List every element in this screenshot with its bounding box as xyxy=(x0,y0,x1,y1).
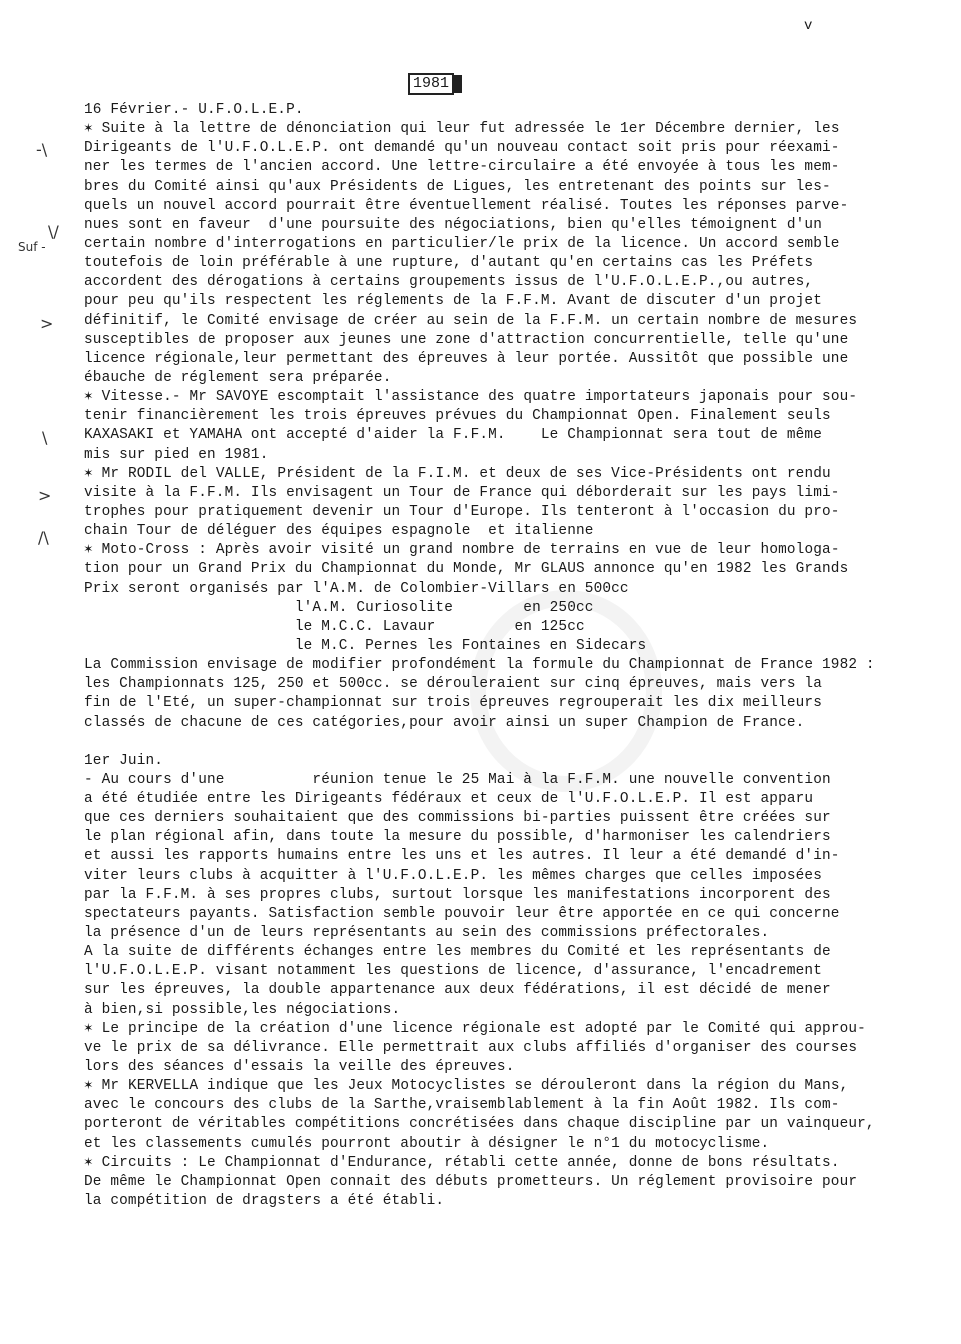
text-line: a été étudiée entre les Dirigeants fédéraux et ceux de l'U.F.O.L.E.P. Il est apparu xyxy=(84,791,814,808)
text-line: le plan régional afin, dans toute la mesure du possible, d'harmoniser les calendriers xyxy=(84,829,831,846)
text-line: ner les termes de l'ancien accord. Une lettre-circulaire a été envoyée à tous les mem- xyxy=(84,159,840,176)
text-line: ✶ Mr RODIL del VALLE, Président de la F.I.M. et deux de ses Vice-Présidents ont rendu xyxy=(84,465,831,482)
text-line: licence régionale,leur permettant des épreuves à leur portée. Aussitôt que possible une xyxy=(84,350,849,367)
text-line: nues sont en faveur d'une poursuite des négociations, bien qu'elles témoignent d'un xyxy=(84,216,823,233)
page-corner-mark: v xyxy=(804,18,813,34)
text-line: 16 Février.- U.F.O.L.E.P. xyxy=(84,102,304,118)
text-line: ✶ Vitesse.- Mr SAVOYE escomptait l'assistance des quatre importateurs japonais pour sou- xyxy=(84,389,858,406)
text-line: Dirigeants de l'U.F.O.L.E.P. ont demandé qu'un nouveau contact soit pris pour réexami- xyxy=(84,140,840,157)
text-line: classés de chacune de ces catégories,pour avoir ainsi un super Champion de France. xyxy=(84,714,805,731)
text-line: le M.C. Pernes les Fontaines en Sidecars xyxy=(84,637,647,654)
text-line: ✶ Le principe de la création d'une licence régionale est adopté par le Comité qui approu- xyxy=(84,1020,866,1037)
text-line: ✶ Suite à la lettre de dénonciation qui leur fut adressée le 1er Décembre dernier, les xyxy=(84,121,840,138)
text-line: pour peu qu'ils respectent les réglements de la F.F.M. Avant de discuter d'un projet xyxy=(84,293,823,310)
text-line: l'U.F.O.L.E.P. visant notamment les questions de licence, d'assurance, l'encadrement xyxy=(84,963,823,980)
text-line: Prix seront organisés par l'A.M. de Colombier-Villars en 500cc xyxy=(84,580,629,597)
text-line: la présence d'un de leurs représentants au sein des commissions préfectorales. xyxy=(84,925,770,942)
text-line: et aussi les rapports humains entre les uns et les autres. Il leur a été demandé d'in- xyxy=(84,848,840,865)
text-line: sur les épreuves, la double appartenance aux deux fédérations, il est décidé de mener xyxy=(84,982,831,999)
text-line: viter leurs clubs à acquitter à l'U.F.O.L.E.P. les mêmes charges que celles imposées xyxy=(84,867,823,884)
text-line: tenir financièrement les trois épreuves prévues du Championnat Open. Finalement seuls xyxy=(84,408,831,425)
text-line: visite à la F.F.M. Ils envisagent un Tour de France qui déborderait sur les pays limi- xyxy=(84,484,840,501)
text-line: quels un nouvel accord pourrait être éventuellement réalisé. Toutes les réponses parve- xyxy=(84,197,849,214)
text-line: et les classements cumulés pourront aboutir à désigner le n°1 du motocyclisme. xyxy=(84,1135,770,1152)
text-line xyxy=(84,733,944,752)
text-line: la compétition de dragsters a été établi. xyxy=(84,1193,445,1210)
text-line: à bien,si possible,les négociations. xyxy=(84,1001,401,1018)
text-line: avec le concours des clubs de la Sarthe,vraisemblablement à la fin Août 1982. Ils com- xyxy=(84,1097,840,1114)
text-line: mis sur pied en 1981. xyxy=(84,446,269,463)
margin-mark: -\ xyxy=(36,140,48,159)
text-line: ve le prix de sa délivrance. Elle permettrait aux clubs affiliés d'organiser des courses xyxy=(84,1039,858,1056)
text-line: le M.C.C. Lavaur en 125cc xyxy=(84,618,585,635)
text-line: par la F.F.M. à ses propres clubs, surtout lorsque les manifestations incorporent des xyxy=(84,886,831,903)
text-line: tion pour un Grand Prix du Championnat du Monde, Mr GLAUS annonce qu'en 1982 les Grands xyxy=(84,561,849,578)
text-line: l'A.M. Curiosolite en 250cc xyxy=(84,599,594,616)
text-line: La Commission envisage de modifier profondément la formule du Championnat de France 1982 : xyxy=(84,657,875,674)
text-line: 1er Juin. xyxy=(84,752,164,769)
text-line: accordent des dérogations à certains groupements issus de l'U.F.O.L.E.P.,ou autres, xyxy=(84,274,814,291)
text-line: susceptibles de proposer aux jeunes une zone d'attraction concurrentielle, telle qu'une xyxy=(84,331,849,348)
text-line: - Au cours d'une réunion tenue le 25 Mai à la F.F.M. une nouvelle convention xyxy=(84,771,831,788)
document-body xyxy=(84,101,944,1211)
text-line: A la suite de différents échanges entre les membres du Comité et les représentants de xyxy=(84,944,831,961)
text-line: ✶ Moto-Cross : Après avoir visité un grand nombre de terrains en vue de leur homologa- xyxy=(84,542,840,559)
text-line: ✶ Circuits : Le Championnat d'Endurance, rétabli cette année, donne de bons résultats. xyxy=(84,1154,840,1171)
text-line: KAXASAKI et YAMAHA ont accepté d'aider la F.F.M. Le Championnat sera tout de même xyxy=(84,427,823,444)
text-line: ébauche de réglement sera préparée. xyxy=(84,369,392,386)
margin-mark: \/ xyxy=(48,222,59,241)
text-line: définitif, le Comité envisage de créer au sein de la F.F.M. un certain nombre de mesures xyxy=(84,312,858,329)
margin-mark: /\ xyxy=(38,528,49,547)
margin-mark: > xyxy=(40,314,54,333)
year-box: 1981 xyxy=(408,73,454,95)
text-line: que ces derniers souhaitaient que des commissions bi-parties puissent être créées sur xyxy=(84,810,831,827)
text-line: fin de l'Eté, un super-championnat sur trois épreuves regrouperait les dix meilleurs xyxy=(84,695,823,712)
text-line: bres du Comité ainsi qu'aux Présidents de Ligues, les entretenant des points sur les- xyxy=(84,178,831,195)
text-line: toutefois de loin préférable à une rupture, d'autant qu'en certains cas les Préfets xyxy=(84,255,814,272)
margin-mark: Suf - xyxy=(18,240,46,254)
text-line: De même le Championnat Open connait des débuts prometteurs. Un réglement provisoire pour xyxy=(84,1173,858,1190)
text-line: porteront de véritables compétitions concrétisées dans chaque discipline par un vainqueur, xyxy=(84,1116,875,1133)
text-line: lors des séances d'essais la veille des épreuves. xyxy=(84,1059,515,1076)
text-line: spectateurs payants. Satisfaction semble pouvoir leur être apportée en ce qui concerne xyxy=(84,905,840,922)
margin-mark: > xyxy=(38,486,52,505)
text-line: chain Tour de déléguer des équipes espagnole et italienne xyxy=(84,523,594,540)
text-line: les Championnats 125, 250 et 500cc. se dérouleraient sur cinq épreuves, mais vers la xyxy=(84,676,823,693)
text-line: certain nombre d'interrogations en particulier/le prix de la licence. Un accord semble xyxy=(84,235,840,252)
margin-mark: \ xyxy=(42,428,48,447)
text-line: ✶ Mr KERVELLA indique que les Jeux Motocyclistes se dérouleront dans la région du Mans, xyxy=(84,1078,849,1095)
text-line: trophes pour pratiquement devenir un Tour d'Europe. Ils tenteront à l'occasion du pro- xyxy=(84,503,840,520)
